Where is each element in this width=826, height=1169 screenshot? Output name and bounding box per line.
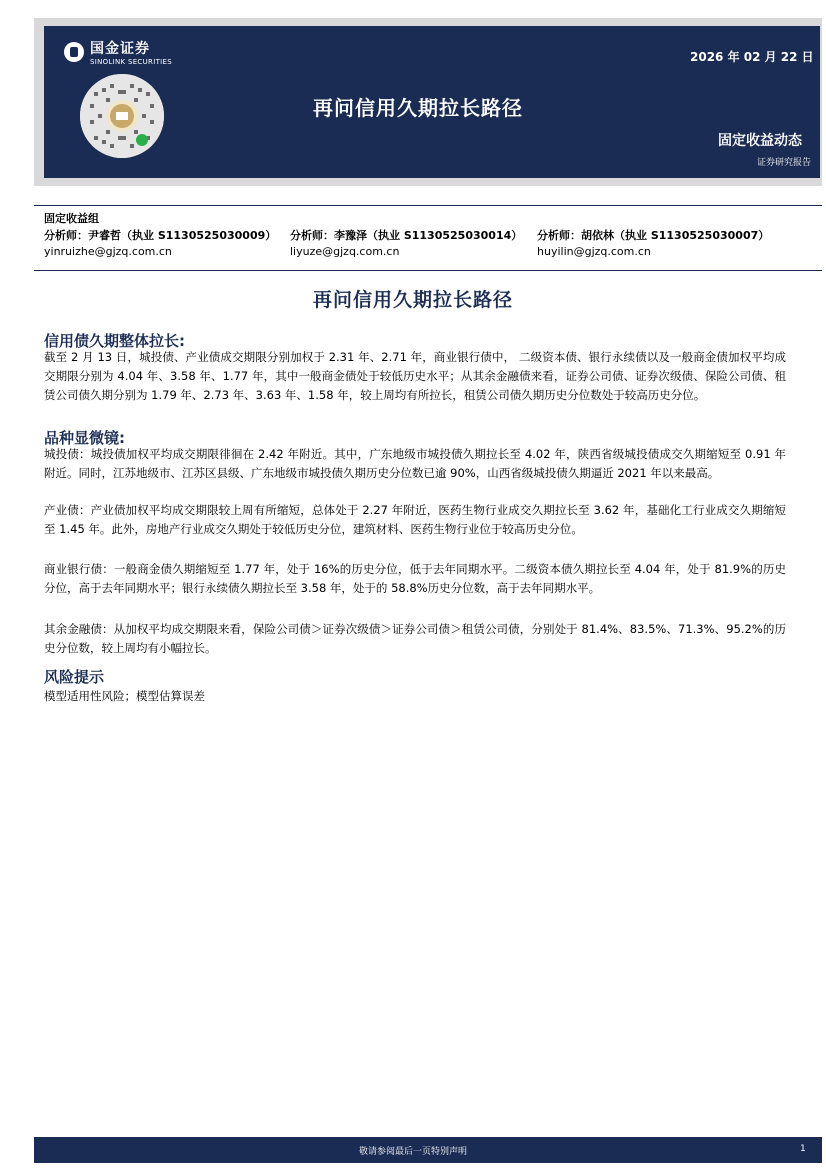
logo-name-cn: 国金证券 — [90, 41, 150, 57]
analyst-1: 分析师：尹睿哲（执业 S1130525030009） — [44, 229, 277, 242]
divider — [34, 270, 822, 271]
report-type: 固定收益动态 — [718, 133, 802, 149]
banner-title: 再问信用久期拉长路径 — [313, 96, 523, 120]
analyst-2-email[interactable]: liyuze@gjzq.com.cn — [290, 245, 400, 258]
analyst-1-email[interactable]: yinruizhe@gjzq.com.cn — [44, 245, 172, 258]
paragraph-bank: 商业银行债：一般商金债久期缩短至 1.77 年，处于 16%的历史分位，低于去年同期水平。二级资本债久期拉长至 4.04 年，处于 81.9%的历史分位，高于去年同期水平；银行永续债久期拉长至 3.58 年，处于的 58.8%历史分位数，高于去年同期水平。 — [44, 562, 786, 595]
section-heading-risk: 风险提示 — [44, 668, 105, 686]
logo-icon — [64, 42, 84, 62]
footer-disclaimer: 敬请参阅最后一页特别声明 — [358, 1147, 467, 1157]
analyst-3: 分析师：胡依林（执业 S1130525030007） — [537, 229, 770, 242]
analyst-3-email[interactable]: huyilin@gjzq.com.cn — [537, 245, 651, 258]
page-title: 再问信用久期拉长路径 — [312, 289, 513, 311]
analyst-2: 分析师：李豫泽（执业 S1130525030014） — [290, 229, 523, 242]
paragraph-other-financial: 其余金融债：从加权平均成交期限来看，保险公司债＞证券次级债＞证券公司债＞租赁公司债，分别处于 81.4%、83.5%、71.3%、95.2%的历史分位数，较上周均有小幅拉长。 — [44, 622, 786, 655]
company-logo — [64, 38, 172, 66]
report-date: 2026 年 02 月 22 日 — [690, 50, 814, 64]
qr-code-icon — [80, 74, 164, 158]
paragraph-risk: 模型适用性风险；模型估算误差 — [44, 689, 205, 703]
team-name: 固定收益组 — [44, 212, 99, 225]
section-heading-overall: 信用债久期整体拉长: — [44, 332, 185, 350]
section-heading-varieties: 品种显微镜: — [44, 429, 125, 447]
logo-name-en: SINOLINK SECURITIES — [90, 58, 172, 66]
report-category: 证券研究报告 — [757, 158, 812, 168]
divider — [34, 205, 822, 206]
paragraph-industrial: 产业债：产业债加权平均成交期限较上周有所缩短，总体处于 2.27 年附近，医药生物行业成交久期拉长至 3.62 年，基础化工行业成交久期缩短至 1.45 年。此外，房地产行业成交久期处于较低历史分位，建筑材料、医药生物行业位于较高历史分位。 — [44, 503, 786, 536]
page-number: 1 — [800, 1144, 806, 1154]
paragraph-overall: 截至 2 月 13 日，城投债、产业债成交期限分别加权于 2.31 年、2.71 年，商业银行债中， 二级资本债、银行永续债以及一般商金债加权平均成交期限分别为 4.04 年、3.58 年、1.77 年，其中一般商金债处于较低历史水平；从其余金融债来看，证券公司债、证券次级债、保险公司债、租赁公司债久期分别为 1.79 年、2.73 年、3.63 年、1.58 年，较上周均有所拉长，租赁公司债久期历史分位数处于较高历史分位。 — [44, 350, 786, 402]
paragraph-chengtou: 城投债：城投债加权平均成交期限徘徊在 2.42 年附近。其中，广东地级市城投债久期拉长至 4.02 年，陕西省级城投债成交久期缩短至 0.91 年附近。同时，江苏地级市、江苏区县级、广东地级市城投债久期历史分位数已逾 90%，山西省级城投债久期逼近 2021 年以来最高。 — [44, 447, 786, 480]
